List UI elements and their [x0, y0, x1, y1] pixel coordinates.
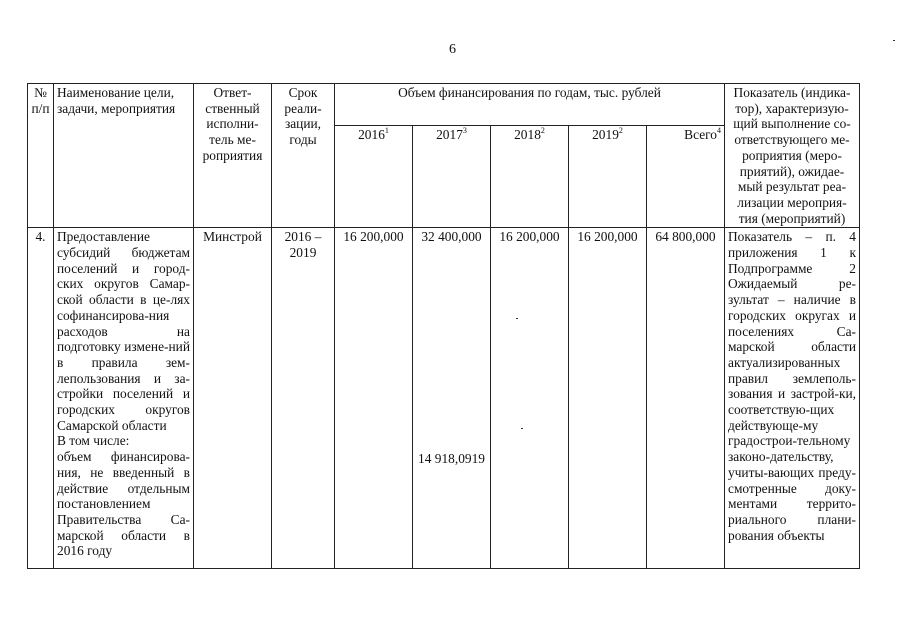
document-table-wrapper [27, 83, 860, 569]
row-name-main: Предоставление субсидий бюджетам поселений и город-ских округов Самар-ской области в це-лях софинансирова-ния расходов на подготовку измене-ний в правила зем-лепользования и за-стройки поселений и городских округов Самарской области [57, 229, 190, 433]
header-indicator: Показатель (индика-тор), характеризую-щий выполнение со-ответствующего ме-роприятия (меро-приятий), ожидае-мый результат реа-лизации мероприя-тия (мероприятий) [725, 84, 860, 228]
row-amount-2017-cell [413, 228, 491, 569]
header-year-2018: 2018$^2$ [491, 125, 569, 228]
scan-speck [893, 40, 895, 41]
row-num: 4. [28, 228, 54, 569]
row-name [54, 228, 194, 569]
row-amount-2017: 32 400,000 [421, 229, 482, 245]
page-number: 6 [449, 42, 456, 57]
header-row [28, 84, 860, 126]
financing-table [27, 83, 860, 569]
header-year-2016: 2016$^1$ [335, 125, 413, 228]
header-year-2019: 2019$^2$ [569, 125, 647, 228]
row-amount-2017-nested: 14 918,0919 [418, 451, 485, 467]
row-indicator: Показатель – п. 4 приложения 1 к Подпрограмме 2 Ожидаемый ре-зультат – наличие в городских округах и поселениях Са-марской области актуализированных правил землеполь-зования и застрой-ки, соответствую-щих действующе-му градострои-тельному законо-дательству, учиты-вающих преду-смотренные доку-ментами террито-риального плани-рования объекты [725, 228, 860, 569]
header-total: Всего$^4$ [647, 125, 725, 228]
row-amount-2019: 16 200,000 [569, 228, 647, 569]
row-executor: Минстрой [194, 228, 272, 569]
table-row [28, 228, 860, 569]
row-including-text: объем финансирова-ния, не введенный в действие отдельным постановлением Правительства Са-марской области в 2016 году [57, 449, 190, 559]
scan-speck [521, 428, 523, 429]
header-funding: Объем финансирования по годам, тыс. рублей [335, 84, 725, 126]
row-amount-total: 64 800,000 [647, 228, 725, 569]
header-num: № п/п [28, 84, 54, 228]
header-year-2017: 2017$^3$ [413, 125, 491, 228]
row-amount-2016: 16 200,000 [335, 228, 413, 569]
row-amount-2018: 16 200,000 [491, 228, 569, 569]
header-executor: Ответ-ственный исполни-тель ме-роприятия [194, 84, 272, 228]
header-name: Наименование цели, задачи, мероприятия [54, 84, 194, 228]
row-term: 2016 – 2019 [272, 228, 335, 569]
header-term: Срок реали-зации, годы [272, 84, 335, 228]
row-including-label: В том числе: [57, 433, 130, 449]
scan-speck [516, 318, 518, 319]
